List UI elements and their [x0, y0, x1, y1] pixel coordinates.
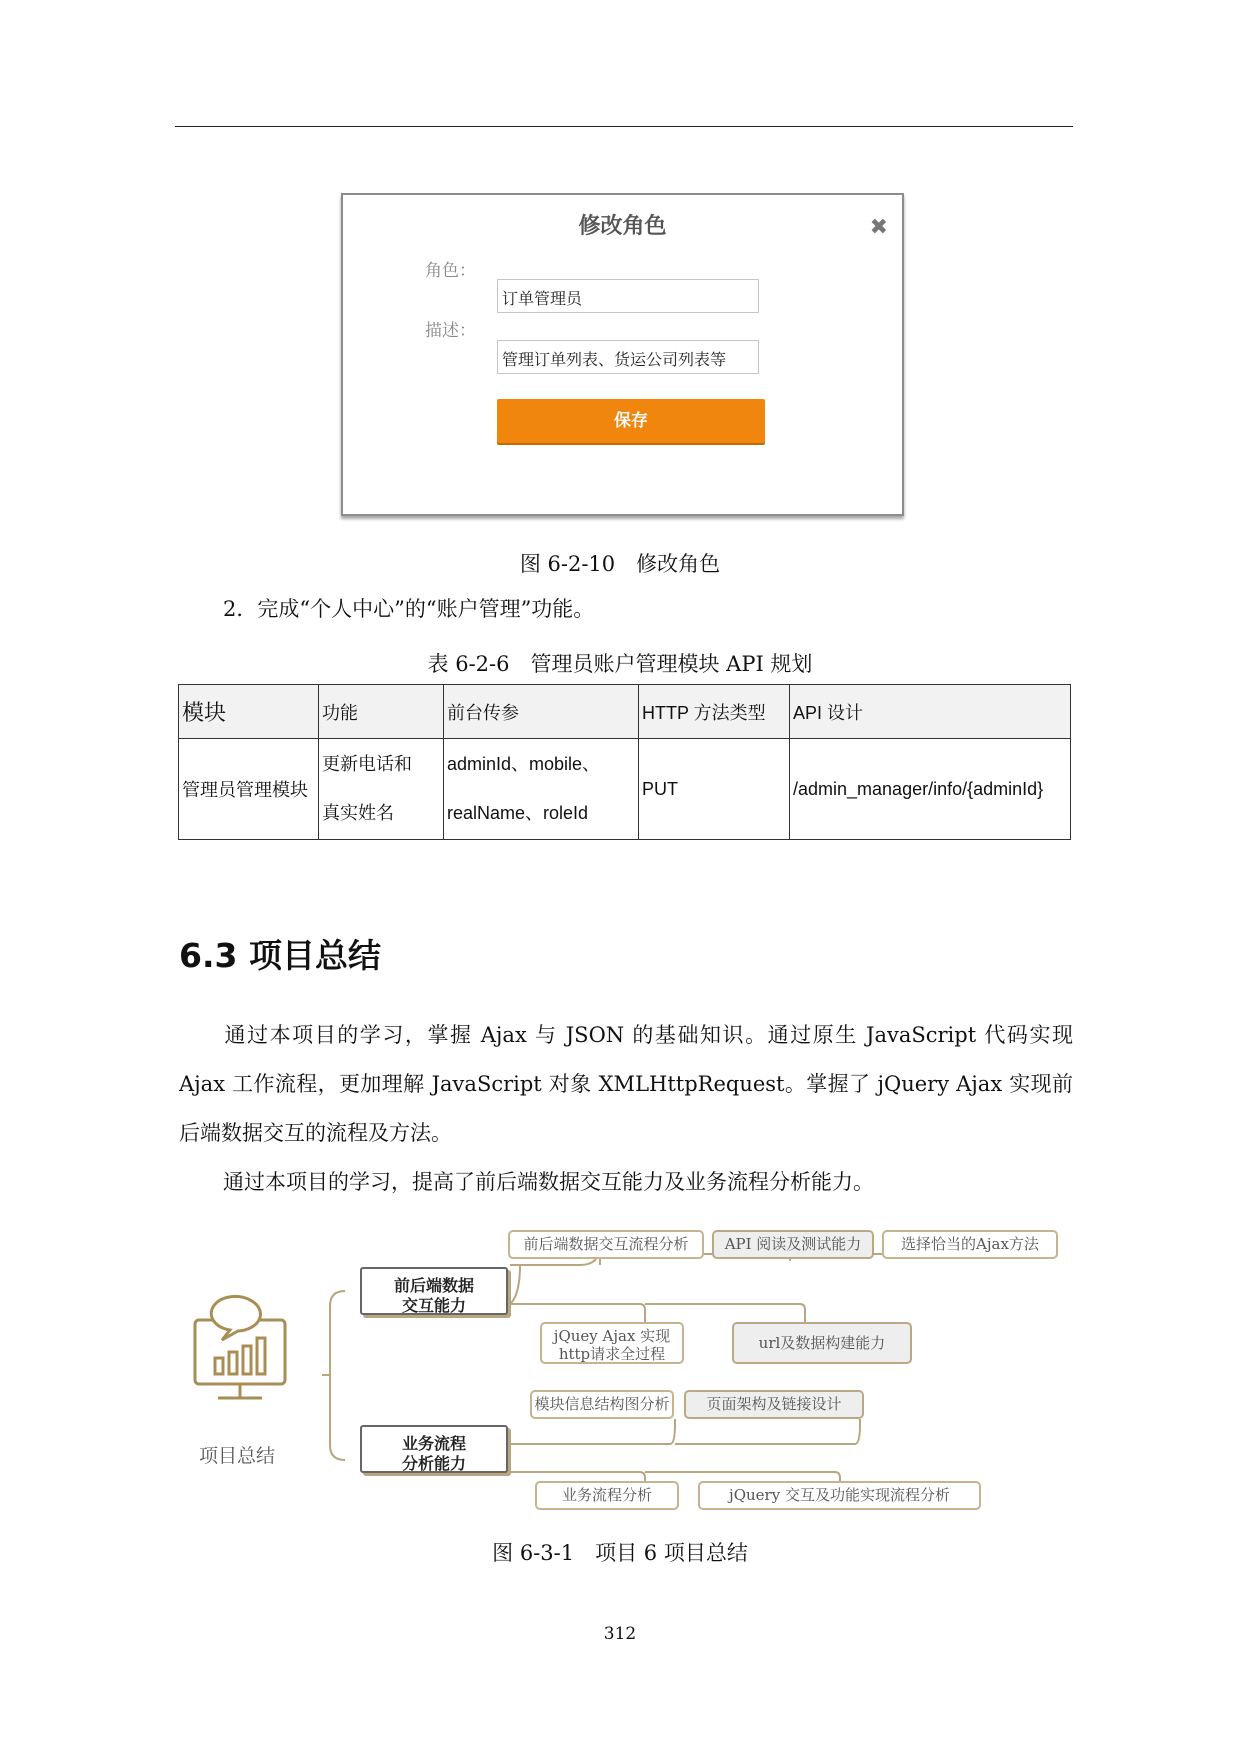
leaf-jquery-http-line1: jQuey Ajax 实现	[553, 1327, 671, 1345]
leaf-jquery-http	[540, 1322, 684, 1364]
header-function: 功能	[319, 685, 444, 739]
cell-function-line1: 更新电话和	[322, 754, 412, 775]
section-title: 6.3 项目总结	[179, 936, 381, 975]
role-label: 角色：	[425, 261, 476, 281]
leaf-jquery-http-line2: http请求全过程	[558, 1345, 666, 1363]
summary-paragraph-1-text: 通过本项目的学习，掌握 Ajax 与 JSON 的基础知识。通过原生 JavaScript 代码实现 Ajax 工作流程，更加理解 JavaScript 对象 XMLHttpRequest。掌握了 jQuery Ajax 实现前后端数据交互的流程及方法。	[179, 1023, 1073, 1145]
leaf-ajax-method: 选择恰当的Ajax方法	[882, 1230, 1058, 1259]
cell-method: PUT	[639, 739, 790, 840]
dialog-title: 修改角色	[578, 214, 667, 239]
leaf-flow-analysis: 前后端数据交互流程分析	[508, 1230, 704, 1259]
header-method: HTTP 方法类型	[639, 685, 790, 739]
cell-api: /admin_manager/info/{adminId}	[790, 739, 1071, 840]
description-label: 描述：	[425, 321, 476, 341]
close-icon[interactable]: ✖	[869, 215, 888, 240]
header-params: 前台传参	[444, 685, 639, 739]
leaf-business-flow: 业务流程分析	[535, 1481, 679, 1510]
mindmap-branch-business-flow	[360, 1425, 508, 1473]
figure-caption-6-3-1: 图 6-3-1 项目 6 项目总结	[492, 1541, 748, 1565]
leaf-jquery-interaction: jQuery 交互及功能实现流程分析	[698, 1481, 981, 1510]
role-input[interactable]: 订单管理员	[497, 279, 759, 313]
leaf-module-structure: 模块信息结构图分析	[530, 1390, 674, 1419]
leaf-page-architecture: 页面架构及链接设计	[684, 1390, 864, 1419]
summary-paragraph-2-text: 通过本项目的学习，提高了前后端数据交互能力及业务流程分析能力。	[223, 1170, 874, 1194]
table-caption-6-2-6: 表 6-2-6 管理员账户管理模块 API 规划	[427, 652, 813, 676]
branch2-line2: 分析能力	[401, 1454, 466, 1473]
branch1-line2: 交互能力	[401, 1296, 466, 1315]
header-module: 模块	[179, 685, 319, 739]
figure-caption-6-2-10: 图 6-2-10 修改角色	[519, 552, 721, 576]
leaf-api-testing: API 阅读及测试能力	[712, 1230, 874, 1259]
branch2-line1: 业务流程	[401, 1434, 466, 1453]
cell-function-line2: 真实姓名	[322, 803, 394, 824]
description-input[interactable]: 管理订单列表、货运公司列表等	[497, 340, 759, 374]
mindmap-branch-data-interaction	[360, 1267, 508, 1315]
branch1-line1: 前后端数据	[393, 1276, 474, 1295]
mindmap-root: 项目总结	[199, 1445, 276, 1467]
save-button[interactable]: 保存	[497, 399, 765, 443]
cell-params-line2: realName、roleId	[447, 803, 589, 823]
cell-params-line1: adminId、mobile、	[447, 754, 601, 774]
monitor-chart-icon	[195, 1296, 285, 1398]
leaf-url-data: url及数据构建能力	[732, 1322, 912, 1364]
header-api: API 设计	[790, 685, 1071, 739]
cell-module: 管理员管理模块	[179, 739, 319, 840]
page-number: 312	[603, 1624, 637, 1644]
step-2-label: 2．完成“个人中心”的“账户管理”功能。	[223, 597, 595, 621]
